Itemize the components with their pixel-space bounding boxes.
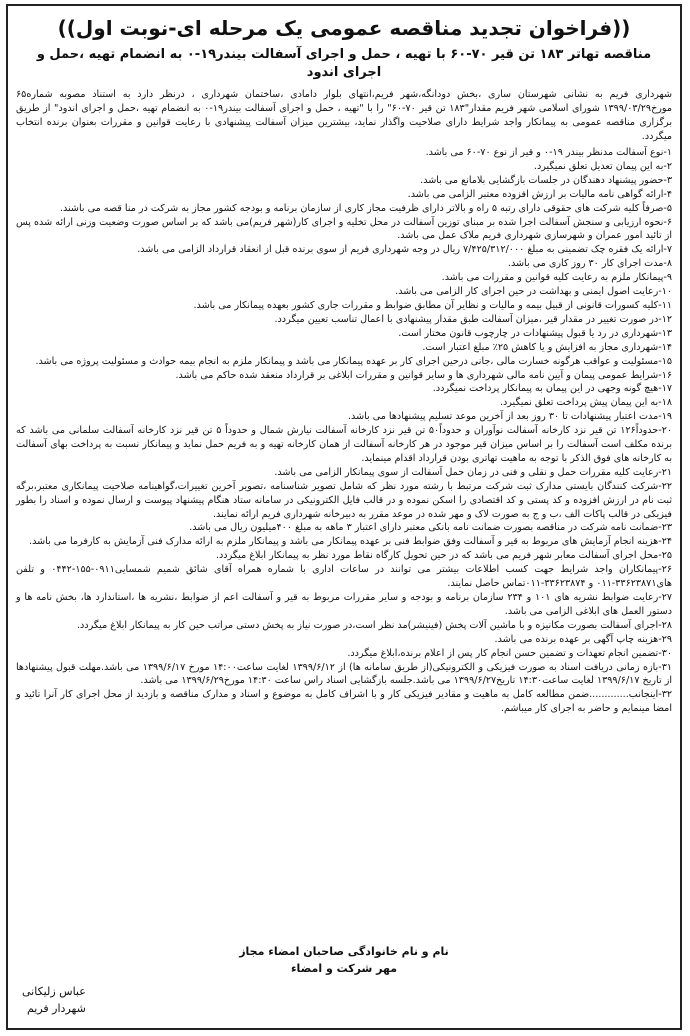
list-item: ۱۳-شهرداری در رد یا قبول پیشنهادات در چارچوب قانون مختار است. [398, 327, 672, 339]
list-item: ۱۹-مدت اعتبار پیشنهادات تا ۳۰ روز بعد از آخرین موعد تسلیم پیشنهادها می باشد. [347, 411, 672, 423]
list-item: ۳۰-تضمین انجام تعهدات و تضمین حسن انجام کار پس از اعلام برنده،ابلاغ میگردد. [347, 647, 672, 659]
list-item: ۶-نحوه ارزیابی و سنجش آسفالت اجرا شده بر مبنای توزین آسفالت در محل تخلیه و اجرای کار(شهر فریم)می باشد که بر اساس صورت وضعیت وزنی ارائه شده پس از تائید امور عمران و شهرسازی شهرداری فریم ملاک عمل می باشد. [16, 216, 672, 242]
list-item: ۲۹-هزینه چاپ آگهی بر عهده برنده می باشد. [494, 633, 672, 645]
mayor-signature [22, 984, 86, 1017]
list-item: ۲۰-حدوداً۱۲۶ تن قیر نزد کارخانه آسفالت نوآوران و حدوداً۵۰ تن قیر نزد کارخانه آسفالت نیارش شمال و حدوداً ۵ تن قیر نزد کارخانه آسفالت سلمانی می باشد که برنده مکلف است آسفالت را بر اساس میزان قیر موجود در هر کارخانه آسفالت از همان کارخانه تهیه و به فریم حمل نماید و پیمانکار نسبت به پرداخت بهای آسفالت به کارخانه های فوق الذکر با توجه به ماهیت تهاتری بودن قرارداد اقدام مینماید. [16, 425, 672, 464]
list-item: ۲۸-اجرای آسفالت بصورت مکانیزه و با ماشین آلات پخش (فینیشر)مد نظر است،در صورت نیاز به پخش دستی مراتب حین کار به پیمانکار ابلاغ میگردد. [76, 619, 672, 631]
list-item: ۱۱-کلیه کسورات قانونی از قبیل بیمه و مالیات و نظایر آن مطابق ضوابط و مقررات جاری کشور بعهده پیمانکار می باشد. [193, 299, 672, 311]
list-item: ۸-مدت اجرای کار ۳۰ روز کاری می باشد. [507, 258, 672, 270]
list-item: ۳-حضور پیشنهاد دهندگان در جلسات بازگشایی بلامانع می باشد. [420, 174, 672, 186]
list-item: ۲۶-پیمانکاران واجد شرایط جهت کسب اطلاعات بیشتر می توانند در ساعات اداری با شماره همراه آقای شائق شمیم شمسایی۰۹۱۱-۱۵۵-۰۴۴۲ و تلفن های۳۳۶۲۳۸۷۱-۰۱۱ و ۳۳۶۲۳۸۷۴-۰۱۱تماس حاصل نمایند. [16, 564, 672, 590]
list-item: ۱۵-مسئولیت و عواقب هرگونه خسارت مالی ،جانی درحین اجرای کار بر عهده پیمانکار می باشد و پیمانکار ملزم به انجام بیمه حوادث و مسئولیت پروژه می باشد. [35, 355, 672, 367]
conditions-list [16, 146, 672, 716]
mayor-name: عباس زلیکانی [22, 985, 86, 998]
list-item: ۱۲-در صورت تغییر در مقدار قیر ،میزان آسفالت طبق مقدار پیشنهادی با اعمال تناسب تعیین میگردد. [274, 313, 672, 325]
list-item: ۱۷-هیچ گونه وجهی در این پیمان به پیمانکار پرداخت نمیگردد. [432, 383, 672, 395]
signature-block [8, 944, 680, 977]
signature-line-1: نام و نام خانوادگی صاحبان امضاء مجاز [239, 945, 449, 958]
list-item: ۱۰-رعایت اصول ایمنی و بهداشت در حین اجرای کار الزامی می باشد. [395, 286, 672, 298]
list-item: ۷-ارائه یک فقره چک تضمینی به مبلغ ۷/۴۲۵/۳۱۲/۰۰۰ ریال در وجه شهرداری فریم از سوی برنده قبل از انعقاد قرارداد الزامی می باشد. [137, 244, 672, 256]
list-item: ۳۲-اینجانب.............ضمن مطالعه کامل به ماهیت و مقادیر فیزیکی کار و با اشراف کامل به موضوع و اسناد و مدارک مناقصه و بازدید از محل اجرای کار آنرا تائید و امضا مینمایم و حاضر به اجرای کار میباشم. [16, 689, 672, 715]
list-item: ۵-صرفاً کلیه شرکت های حقوقی دارای رتبه ۵ راه و بالاتر دارای ظرفیت مجاز کاری از سازمان برنامه و بودجه کشور مجاز به شرکت در منا قصه می باشند. [59, 202, 672, 214]
list-item: ۲۳-ضمانت نامه شرکت در مناقصه بصورت ضمانت نامه بانکی معتبر دارای اعتبار ۳ ماهه به مبلغ ۴۰۰میلیون ریال می باشد. [189, 522, 672, 534]
signature-line-2: مهر شرکت و امضاء [290, 961, 398, 975]
intro-paragraph: شهرداری فریم به نشانی شهرستان ساری ،بخش دودانگه،شهر فریم،انتهای بلوار دامادی ،ساختمان شهرداری ، درنظر دارد به استناد مصوبه شماره۶۵ مورخ۱۳۹۹/۰۳/۲۹ شورای اسلامی شهر فریم مقدار"۱۸۳ تن قیر ۷۰-۶۰" را با "تهیه ، حمل و اجرای آسفالت بیندر۱۹-۰ به انضمام تهیه ،حمل و اجرای اندود" از طریق برگزاری مناقصه عمومی به پیمانکار واجد شرایط دارای صلاحیت واگذار نماید، بیشترین میزان آسفالت پیشنهادی با رعایت قوانین و مقررات بعنوان برنده انتخاب میگردد. [16, 89, 672, 143]
mayor-role: شهردار فریم [26, 1001, 86, 1015]
list-item: ۲۵-محل اجرای آسفالت معابر شهر فریم می باشد که در حین تحویل کارگاه نقاط مورد نظر به پیمانکار ابلاغ میگردد. [215, 550, 672, 562]
list-item: ۲۴-هزینه انجام آزمایش های مربوط به قیر و آسفالت وفق ضوابط فنی بر عهده پیمانکار می باشد و پیمانکار ملزم به ارائه مدارک فنی آزمایش به کارفرما می باشد. [29, 536, 672, 548]
list-item: ۱۴-شهرداری مجاز به افزایش و یا کاهش ۲۵٪ مبلغ اعتبار است. [422, 341, 672, 353]
notice-subtitle: مناقصه تهاتر ۱۸۳ تن قیر ۷۰-۶۰ با تهیه ، حمل و اجرای آسفالت بیندر۱۹-۰ به انضمام تهیه ،حمل و اجرای اندود [36, 47, 652, 81]
list-item: ۲۱-رعایت کلیه مقررات حمل و نقلی و فنی در زمان حمل آسفالت از سوی پیمانکار الزامی می باشد. [274, 466, 672, 478]
list-item: ۲۲-شرکت کنندگان بایستی مدارک ثبت شرکت مرتبط با رشته مورد نظر که شامل تصویر شناسنامه ،تصویر آخرین تغییرات،گواهینامه صلاحیت پیمانکاری معتبر،برگه ثبت نام در ارزش افزوده و کد پستی و کد اقتصادی را اسکن نموده و در قالب فایل الکترونیکی در سامانه ستاد هنگام پیشنهاد پیوست و ارسال نموده و اسناد را بطور فیزیکی در قالب پاکات الف ،ب و ج به صورت لاک و مهر شده در موعد مقرر به دبیرخانه شهرداری فریم ارائه نمایند. [16, 480, 672, 520]
notice-title: ((فراخوان تجدید مناقصه عمومی یک مرحله ای-نوبت اول)) [57, 16, 631, 40]
list-item: ۲-به این پیمان تعدیل تعلق نمیگیرد. [533, 160, 672, 172]
list-item: ۱۶-شرایط عمومی پیمان و آیین نامه مالی شهرداری ها و سایر قوانین و مقررات ابلاغی بر قرارداد منعقد شده حاکم می باشد. [175, 369, 672, 381]
list-item: ۴-ارائه گواهی نامه مالیات بر ارزش افزوده معتبر الزامی می باشد. [407, 188, 672, 200]
list-item: ۳۱-بازه زمانی دریافت اسناد به صورت فیزیکی و الکترونیکی(از طریق سامانه ها) از ۱۳۹۹/۶/۱۲ لغایت ساعت۱۴:۰۰ مورخ ۱۳۹۹/۶/۱۷ می باشد.مهلت قبول پیشنهادها از تاریخ ۱۳۹۹/۶/۱۷ لغایت ساعت۱۴:۳۰ تاریخ۱۳۹۹/۶/۲۷ می باشد.جلسه بازگشایی اسناد راس ساعت ۱۴:۳۰ مورخ۱۳۹۹/۶/۲۹ می باشد. [16, 661, 672, 687]
tender-notice [6, 4, 682, 1030]
list-item: ۹-پیمانکار ملزم به رعایت کلیه قوانین و مقررات می باشد. [441, 272, 672, 284]
list-item: ۲۷-رعایت ضوابط نشریه های ۱۰۱ و ۲۳۴ سازمان برنامه و بودجه و سایر مقررات مربوط به قیر و آسفالت اعم از ضوابط ،نشریه ها ،استاندارد ها، بخش نامه ها و دستور العمل های ابلاغی الزامی می باشد. [16, 592, 673, 617]
list-item: ۱۸-به این پیمان پیش پرداخت تعلق نمیگیرد. [499, 397, 672, 409]
list-item: ۱-نوع آسفالت مدنظر بیندر ۱۹-۰ و قیر از نوع ۷۰-۶۰ می باشد. [425, 147, 672, 158]
